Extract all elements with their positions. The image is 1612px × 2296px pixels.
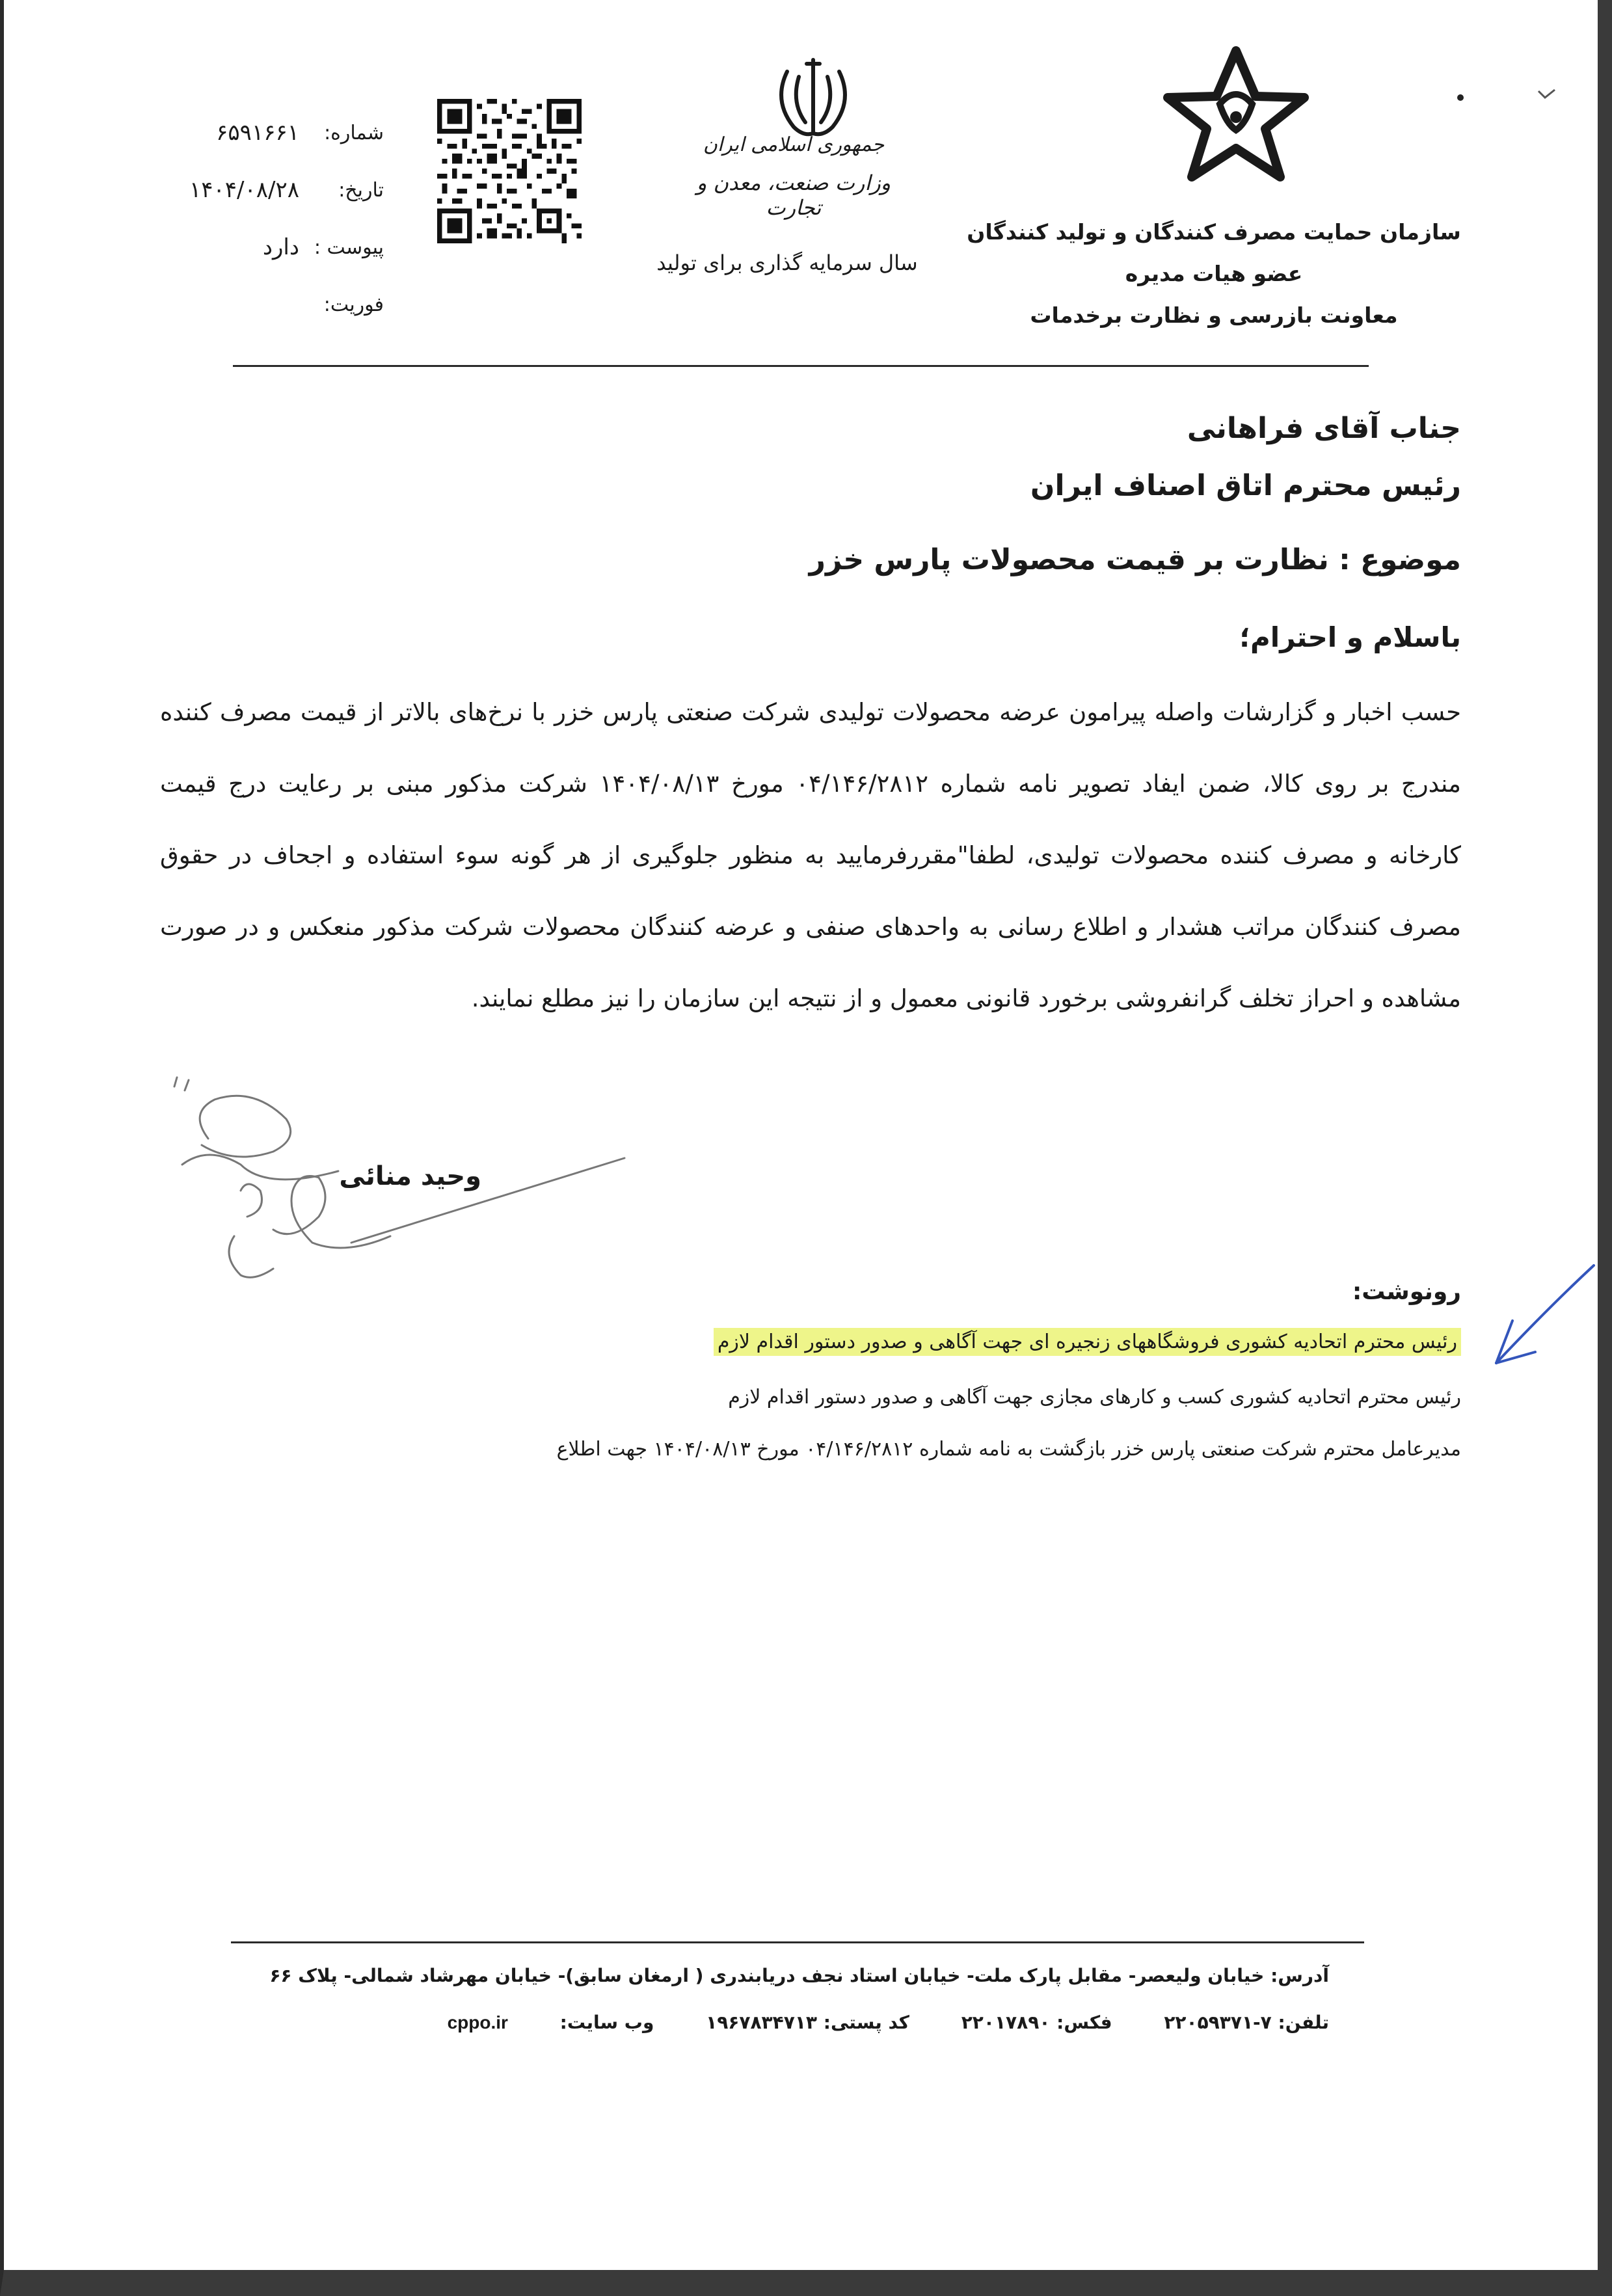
attachment-label: پیوست : — [314, 236, 384, 259]
attachment-value: دارد — [262, 234, 299, 260]
organization-logo — [1158, 39, 1314, 189]
meta-date-row — [163, 161, 384, 219]
qr-code — [437, 99, 582, 243]
gov-line-ministry: وزارت صنعت، معدن و تجارت — [696, 170, 891, 220]
footer-fax: فکس: ۲۲۰۱۷۸۹۰ — [961, 2012, 1112, 2033]
footer-website[interactable]: cppo.ir — [447, 2012, 508, 2033]
cc-line-online-business: رئیس محترم اتحادیه کشوری کسب و کارهای مجازی جهت آگاهی و صدور دستور اقدام لازم — [728, 1386, 1461, 1409]
scan-marks — [1441, 85, 1571, 111]
cc-title: رونوشت: — [1352, 1278, 1461, 1305]
letter-meta — [163, 104, 384, 333]
date-label: تاریخ: — [338, 178, 384, 202]
addressee-name: جناب آقای فراهانی — [1187, 412, 1461, 445]
cc-line-pars-khazar: مدیرعامل محترم شرکت صنعتی پارس خزر بازگشت به نامه شماره ۰۴/۱۴۶/۲۸۱۲ مورخ ۱۴۰۴/۰۸/۱۳ جهت اطلاع — [556, 1438, 1461, 1461]
urgency-label: فوریت: — [323, 293, 384, 316]
addressee-title: رئیس محترم اتاق اصناف ایران — [1030, 469, 1461, 502]
header-divider — [233, 365, 1369, 367]
footer-phone: تلفن: ۷-۲۲۰۵۹۳۷۱ — [1164, 2012, 1329, 2033]
date-value: ۱۴۰۴/۰۸/۲۸ — [189, 177, 299, 203]
footer-divider — [231, 1941, 1364, 1943]
footer-postal: کد پستی: ۱۹۶۷۸۳۴۷۱۳ — [706, 2012, 909, 2033]
org-board-member: عضو هیات مدیره — [1125, 261, 1303, 286]
letter-greeting: باسلام و احترام؛ — [1239, 621, 1461, 653]
meta-urgency-row — [163, 276, 384, 333]
organization-name-block — [967, 211, 1461, 336]
cc-line-chain-stores — [225, 1330, 1461, 1353]
letter-body: حسب اخبار و گزارشات واصله پیرامون عرضه محصولات تولیدی شرکت صنعتی پارس خزر با نرخ‌های بالاتر از قیمت مصرف کننده مندرج بر روی کالا، ضمن ایفاد تصویر نامه شماره ۰۴/۱۴۶/۲۸۱۲ مورخ ۱۴۰۴/۰۸/۱۳ شرکت مذکور مبنی بر رعایت درج قیمت کارخانه و مصرف کننده محصولات تولیدی، لطفا"مقررفرمایید به منظور جلوگیری از هر گونه سوء استفاده و اجحاف در حقوق مصرف کنندگان مراتب هشدار و اطلاع رسانی به واحدهای صنفی و عرضه کنندگان محصولات شرکت مذکور منعکس و در صورت مشاهده و احراز تخلف گرانفروشی برخورد قانونی معمول و از نتیجه این سازمان را نیز مطلع نمایند. — [160, 698, 1461, 1012]
addressee-block — [355, 400, 1461, 515]
signer-name: وحید منائی — [339, 1161, 481, 1191]
org-deputy: معاونت بازرسی و نظارت برخدمات — [1030, 303, 1398, 328]
letter-subject: موضوع : نظارت بر قیمت محصولات پارس خزر — [809, 543, 1461, 576]
gov-line-republic: جمهوری اسلامی ایران — [703, 133, 885, 156]
meta-number-row — [163, 104, 384, 161]
footer-website-label: وب سایت: — [559, 2012, 654, 2033]
cc-line-highlighted-text: رئیس محترم اتحادیه کشوری فروشگاههای زنجیره ای جهت آگاهی و صدور دستور اقدام لازم — [714, 1328, 1461, 1356]
footer-address: آدرس: خیابان ولیعصر- مقابل پارک ملت- خیابان استاد نجف دریابندری ( ارمغان سابق)- خیابان مهرشاد شمالی- پلاک ۶۶ — [269, 1965, 1329, 1986]
number-value: ۶۵۹۱۶۶۱ — [216, 120, 299, 146]
national-emblem-icon — [768, 52, 859, 143]
meta-attachment-row — [163, 219, 384, 276]
org-name: سازمان حمایت مصرف کنندگان و تولید کنندگان — [967, 219, 1461, 245]
year-slogan: سال سرمایه گذاری برای تولید — [656, 250, 918, 275]
number-label: شماره: — [324, 121, 384, 144]
footer-contact — [93, 2012, 1329, 2033]
handwritten-arrow-icon — [1477, 1256, 1607, 1379]
